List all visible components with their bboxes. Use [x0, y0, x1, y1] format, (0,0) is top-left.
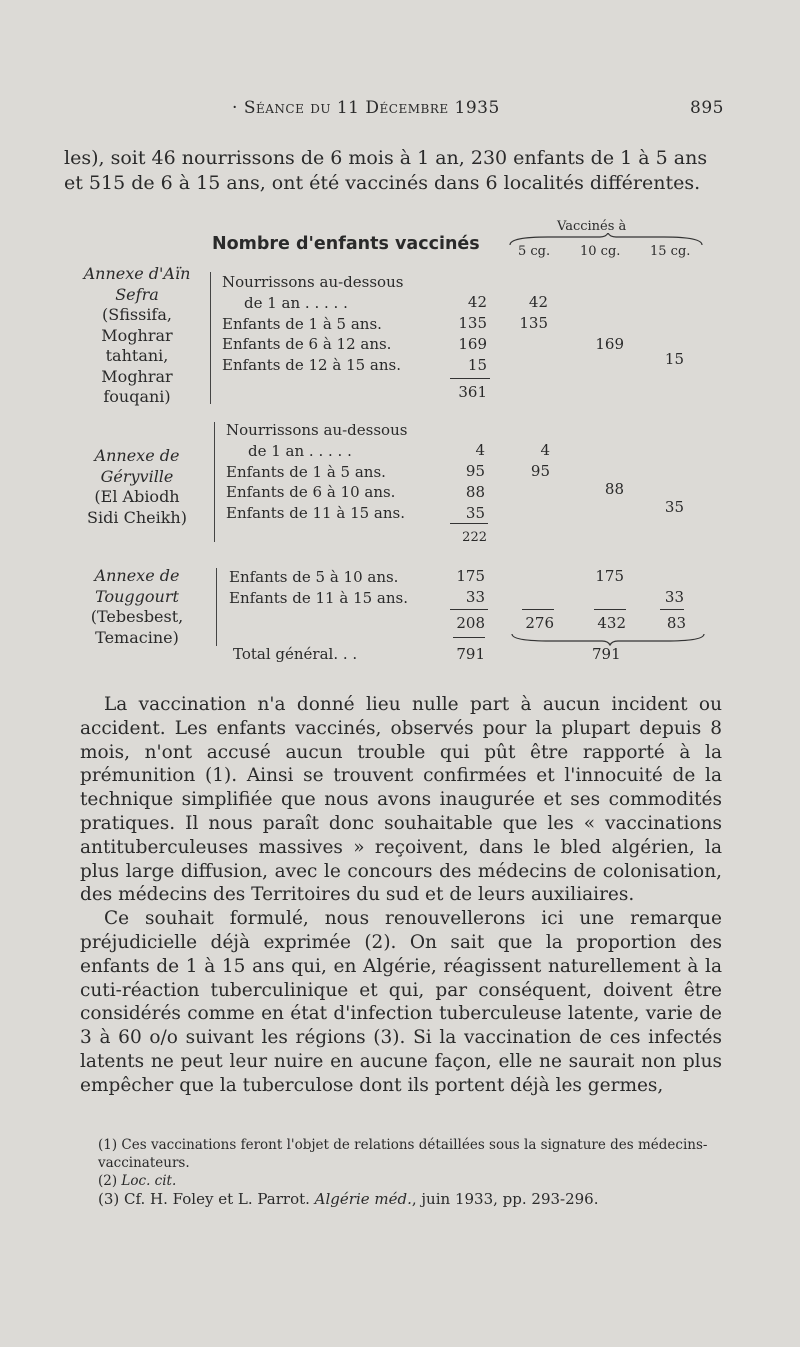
dose-total-15: 83 — [666, 614, 686, 632]
count-cell: 15 — [467, 356, 487, 374]
count-cell: 175 — [456, 567, 485, 585]
page-number: 895 — [690, 98, 724, 118]
dose-cell: 35 — [664, 498, 684, 516]
dose-sum-brace — [510, 632, 706, 646]
group-total: 361 — [458, 383, 487, 401]
dose-cell: 15 — [664, 350, 684, 368]
table-title: Nombre d'enfants vaccinés — [212, 234, 480, 254]
grand-total-rule — [453, 637, 485, 638]
body-text — [80, 693, 722, 1098]
group-2-rows — [226, 420, 407, 524]
table-row: de 1 an . . . . . — [244, 293, 348, 312]
subtotal-rule — [450, 609, 488, 610]
paragraph-2: Ce souhait formulé, nous renouvellerons ici une remarque préjudicielle déjà exprimée (2). On sait que la proportion des enfants de 1 à 15 ans qui, en Algérie, réagissent naturellement à la cuti-réaction tuberculinique et qui, par conséquent, doivent être considérés comme en état d'infection tuberculeuse latente, varie de 3 à 60 o/o suivant les régions (3). Si la vaccination de ces infectés latents ne peut leur nuire en aucune façon, elle ne saurait non plus empêcher que la tuberculose dont ils portent déjà les germes, — [80, 908, 722, 1096]
dose-rule-10 — [594, 609, 626, 610]
intro-line-1: les), soit 46 nourrissons de 6 mois à 1 an, 230 enfants de 1 à 5 ans — [64, 147, 708, 169]
table-row: de 1 an . . . . . — [248, 441, 352, 460]
group-2-brace — [214, 422, 215, 542]
table-row: Enfants de 5 à 10 ans. — [229, 568, 399, 586]
dose-rule-5 — [522, 609, 554, 610]
count-cell: 88 — [465, 483, 485, 501]
grand-total-label: Total général. . . — [233, 645, 358, 663]
footnote-3: (3) Cf. H. Foley et L. Parrot. Algérie méd., juin 1933, pp. 293-296. — [98, 1190, 599, 1208]
dose-cell: 33 — [664, 588, 684, 606]
table-row: Enfants de 1 à 5 ans. — [226, 462, 386, 481]
table-row: Enfants de 1 à 5 ans. — [222, 314, 382, 333]
table-row: Enfants de 6 à 12 ans. — [222, 335, 392, 354]
group-3-brace — [216, 568, 217, 646]
running-title: Séance du 11 Décembre 1935 — [243, 98, 500, 118]
grand-total: 791 — [456, 645, 485, 663]
grand-total-doses: 791 — [592, 645, 621, 663]
table-row: Enfants de 6 à 10 ans. — [226, 483, 396, 502]
count-cell: 135 — [458, 314, 487, 332]
vaccines-header: Vaccinés à — [557, 219, 627, 234]
count-cell: 169 — [458, 335, 487, 353]
dose-cell: 88 — [604, 480, 624, 498]
count-cell: 95 — [465, 462, 485, 480]
footnote-2: (2) Loc. cit. — [98, 1173, 177, 1189]
dose-total-10: 432 — [597, 614, 626, 632]
dose-rule-15 — [660, 609, 684, 610]
dose-header-10: 10 cg. — [580, 244, 621, 259]
footnote-1: (1) Ces vaccinations feront l'objet de relations détaillées sous la signature des médecins-vaccinateurs. — [98, 1137, 708, 1171]
count-cell: 4 — [475, 441, 485, 459]
running-header: · Séance du 11 Décembre 1935 — [232, 98, 500, 118]
table-row: Enfants de 11 à 15 ans. — [226, 504, 405, 523]
annex-geryville: Annexe de Géryville (El Abiodh Sidi Cheikh) — [87, 446, 187, 527]
dose-total-5: 276 — [525, 614, 554, 632]
group-total: 208 — [456, 614, 485, 632]
count-cell: 33 — [465, 588, 485, 606]
table-row: Enfants de 11 à 15 ans. — [229, 588, 408, 607]
subtotal-rule — [450, 523, 488, 524]
dose-cell: 95 — [530, 462, 550, 480]
group-1-brace — [210, 272, 211, 404]
group-3-rows — [229, 567, 408, 609]
annex-ain-sefra: Annexe d'Aïn Sefra (Sfissifa, Moghrar tahtani, Moghrar fouqani) — [83, 264, 191, 406]
group-total: 222 — [462, 530, 487, 545]
table-row: Nourrissons au-dessous — [226, 421, 408, 439]
dose-header-5: 5 cg. — [518, 244, 551, 259]
table-row: Nourrissons au-dessous — [222, 273, 404, 291]
dose-cell: 42 — [528, 293, 548, 311]
group-1-rows — [222, 272, 403, 376]
subtotal-rule — [450, 378, 490, 379]
count-cell: 35 — [465, 504, 485, 522]
dose-cell: 175 — [595, 567, 624, 585]
intro-line-2: et 515 de 6 à 15 ans, ont été vaccinés dans 6 localités différentes. — [64, 172, 701, 194]
annex-touggourt: Annexe de Touggourt (Tebesbest, Temacine) — [90, 566, 184, 647]
paragraph-1: La vaccination n'a donné lieu nulle part à aucun incident ou accident. Les enfants vaccinés, observés pour la plupart depuis 8 mois, n'ont accusé aucun trouble qui pût être rapporté à la prémunition (1). Ainsi se trouvent confirmées et l'innocuité de la technique simplifiée que nous avons inaugurée et ses commodités pratiques. Il nous paraît donc souhaitable que les « vaccinations antituberculeuses massives » reçoivent, dans le bled algérien, la plus large diffusion, avec le concours des médecins de colonisation, des médecins des Territoires du sud et de leurs auxiliaires. — [80, 694, 722, 906]
dose-cell: 4 — [540, 441, 550, 459]
dose-header-15: 15 cg. — [650, 244, 691, 259]
dose-cell: 169 — [595, 335, 624, 353]
dose-cell: 135 — [519, 314, 548, 332]
footnotes — [98, 1136, 738, 1208]
table-row: Enfants de 12 à 15 ans. — [222, 356, 401, 375]
count-cell: 42 — [467, 293, 487, 311]
